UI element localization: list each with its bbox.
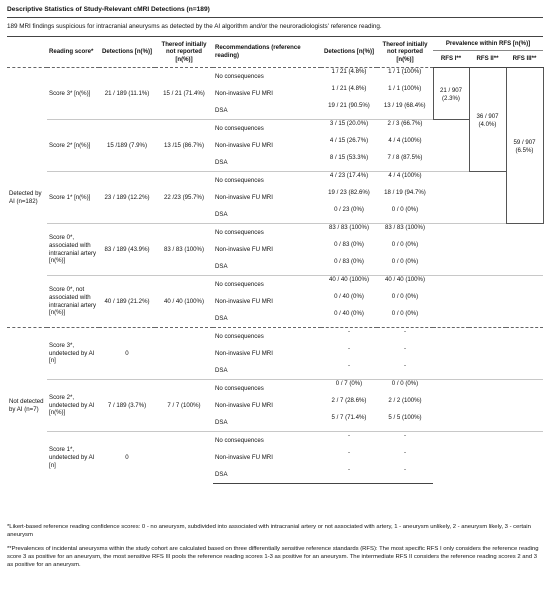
header-detections: Detections [n(%)] [99, 37, 155, 68]
rec-detections-cell: - [321, 328, 377, 346]
rec-thereof-cell: - [403, 362, 407, 369]
recommendation-cell: DSA [215, 314, 228, 322]
recommendation-cell: DSA [215, 106, 228, 114]
recommendation-cell: Non-invasive FU MRI [215, 401, 273, 409]
header-detections-2: Detections [n(%)] [321, 37, 377, 68]
reading-score-cell: Score 3*, undetected by AI [n] [47, 328, 99, 380]
rec-detections-cell: 4 / 15 (26.7%) [329, 137, 369, 144]
empty-rfs-cell [506, 328, 543, 380]
empty-rfs-cell [433, 224, 469, 276]
rec-detections-cell: 0 / 40 (0%) [334, 310, 364, 317]
statistics-table-wrapper [7, 36, 543, 484]
thereof-cell: 7 / 7 (100%) [155, 380, 213, 432]
reading-score-cell: Score 2* [n(%)] [47, 120, 99, 172]
recommendation-cell: Non-invasive FU MRI [215, 245, 273, 253]
header-rfs-3: RFS III** [506, 51, 543, 68]
rec-detections-cell: - [321, 466, 377, 484]
table-row [7, 380, 543, 398]
rec-thereof-cell: 0 / 0 (0%) [391, 293, 419, 300]
detections-cell: 0 [99, 432, 155, 484]
table-body [7, 68, 543, 484]
rec-thereof-cell: 4 / 4 (100%) [377, 172, 433, 190]
rec-detections-cell: - [347, 449, 351, 456]
footnotes [7, 524, 543, 576]
rec-thereof-cell: - [377, 432, 433, 450]
title-divider [7, 17, 543, 18]
recommendation-cell: No consequences [213, 328, 321, 346]
rec-thereof-cell: 40 / 40 (100%) [377, 276, 433, 294]
empty-rfs-cell [469, 380, 506, 432]
prevalence-rfs-3: 59 / 907 (6.5%) [506, 68, 543, 224]
footnote-scores: *Likert-based reference reading confidence scores: 0 - no aneurysm, subdivided into associated with intracranial artery or not associated with artery, 1 - aneurysm unlikely, 2 - aneurysm likely, 3 - certain aneurysm [7, 524, 531, 538]
detections-cell: 40 / 189 (21.2%) [99, 276, 155, 328]
table-row [7, 120, 543, 138]
recommendation-cell: Non-invasive FU MRI [215, 297, 273, 305]
thereof-cell: 15 / 21 (71.4%) [155, 68, 213, 120]
recommendation-cell: DSA [215, 366, 228, 374]
rec-detections-cell: - [347, 345, 351, 352]
reading-score-cell: Score 1*, undetected by AI [n] [47, 432, 99, 484]
rec-thereof-cell: 7 / 8 (87.5%) [387, 154, 423, 161]
empty-rfs-cell [506, 432, 543, 484]
thereof-cell [155, 328, 213, 380]
recommendation-cell: DSA [215, 210, 228, 218]
prevalence-rfs-1: 21 / 907 (2.3%) [433, 68, 469, 120]
rec-detections-cell: 0 / 7 (0%) [321, 380, 377, 398]
recommendation-cell: No consequences [213, 68, 321, 86]
rec-thereof-cell: - [403, 345, 407, 352]
reading-score-cell: Score 2*, undetected by AI [n(%)] [47, 380, 99, 432]
rec-thereof-cell: - [403, 449, 407, 456]
rec-thereof-cell: 0 / 0 (0%) [391, 206, 419, 213]
reading-score-cell: Score 0*, not associated with intracranial artery [n(%)] [47, 276, 99, 328]
recommendation-cell: Non-invasive FU MRI [215, 193, 273, 201]
rec-detections-cell: 40 / 40 (100%) [321, 276, 377, 294]
empty-rfs-cell [506, 276, 543, 328]
rec-thereof-cell: 0 / 0 (0%) [391, 310, 419, 317]
header-recommendations: Recommendations (reference reading) [213, 37, 321, 68]
thereof-cell: 83 / 83 (100%) [155, 224, 213, 276]
section-label: Detected by AI (n=182) [7, 68, 47, 328]
detections-cell: 0 [99, 328, 155, 380]
rec-detections-cell: 2 / 7 (28.6%) [331, 397, 367, 404]
empty-rfs-cell [433, 432, 469, 484]
recommendation-cell: No consequences [213, 224, 321, 242]
empty-rfs-cell [506, 224, 543, 276]
table-header [7, 37, 543, 68]
empty-rfs-cell [469, 172, 506, 224]
recommendation-cell: No consequences [213, 172, 321, 190]
recommendation-cell: Non-invasive FU MRI [215, 453, 273, 461]
thereof-cell: 40 / 40 (100%) [155, 276, 213, 328]
reading-score-cell: Score 0*, associated with intracranial artery [n(%)] [47, 224, 99, 276]
detections-cell: 21 / 189 (11.1%) [99, 68, 155, 120]
rec-thereof-cell: 18 / 19 (94.7%) [384, 189, 426, 196]
rec-detections-cell: 1 / 21 (4.8%) [321, 68, 377, 86]
rec-detections-cell: 4 / 23 (17.4%) [321, 172, 377, 190]
rec-detections-cell: - [321, 432, 377, 450]
recommendation-cell: No consequences [213, 276, 321, 294]
rec-detections-cell: 19 / 21 (90.5%) [328, 102, 370, 109]
recommendation-cell: No consequences [213, 380, 321, 398]
rec-thereof-cell: 0 / 0 (0%) [391, 258, 419, 265]
recommendation-cell: Non-invasive FU MRI [215, 89, 273, 97]
table-row [7, 224, 543, 242]
rec-thereof-cell: 2 / 2 (100%) [388, 397, 422, 404]
table-row [7, 432, 543, 450]
empty-rfs-cell [433, 328, 469, 380]
rec-detections-cell: 83 / 83 (100%) [321, 224, 377, 242]
rec-detections-cell: 0 / 23 (0%) [334, 206, 364, 213]
thereof-cell: 13 /15 (86.7%) [155, 120, 213, 172]
rec-thereof-cell: 1 / 1 (100%) [377, 68, 433, 86]
table-caption: 189 MRI findings suspicious for intracranial aneurysms as detected by the AI algorithm and/or the neuroradiologists' reference reading. [7, 23, 382, 30]
reading-score-cell: Score 3* [n(%)] [47, 68, 99, 120]
header-thereof: Thereof initially not reported [n(%)] [155, 37, 213, 68]
detections-cell: 23 / 189 (12.2%) [99, 172, 155, 224]
recommendation-cell: DSA [215, 158, 228, 166]
recommendation-cell: DSA [213, 466, 321, 484]
header-section [7, 37, 47, 68]
statistics-table [7, 36, 544, 484]
empty-rfs-cell [506, 380, 543, 432]
empty-rfs-cell [469, 276, 506, 328]
rec-detections-cell: 0 / 83 (0%) [334, 241, 364, 248]
table-row [7, 172, 543, 190]
recommendation-cell: Non-invasive FU MRI [215, 141, 273, 149]
rec-thereof-cell: 5 / 5 (100%) [388, 414, 422, 421]
thereof-cell [155, 432, 213, 484]
recommendation-cell: DSA [215, 262, 228, 270]
empty-rfs-cell [469, 328, 506, 380]
recommendation-cell: No consequences [213, 432, 321, 450]
section-label: Not detected by AI (n=7) [7, 328, 47, 484]
rec-thereof-cell: 4 / 4 (100%) [388, 137, 422, 144]
rec-thereof-cell: - [377, 328, 433, 346]
rec-thereof-cell: 0 / 0 (0%) [391, 241, 419, 248]
detections-cell: 15 /189 (7.9%) [99, 120, 155, 172]
rec-detections-cell: 0 / 40 (0%) [334, 293, 364, 300]
header-rfs-1: RFS I** [433, 51, 469, 68]
reading-score-cell: Score 1* [n(%)] [47, 172, 99, 224]
detections-cell: 7 / 189 (3.7%) [99, 380, 155, 432]
rec-thereof-cell: 83 / 83 (100%) [377, 224, 433, 242]
rec-detections-cell: 19 / 23 (82.6%) [328, 189, 370, 196]
rec-detections-cell: 3 / 15 (20.0%) [321, 120, 377, 138]
rec-detections-cell: 5 / 7 (71.4%) [331, 414, 367, 421]
empty-rfs-cell [469, 432, 506, 484]
empty-rfs-cell [433, 380, 469, 432]
header-reading-score: Reading score* [47, 37, 99, 68]
recommendation-cell: No consequences [213, 120, 321, 138]
header-prevalence: Prevalence within RFS [n(%)] [433, 37, 543, 51]
empty-rfs-cell [433, 120, 469, 172]
rec-detections-cell: 0 / 83 (0%) [334, 258, 364, 265]
header-rfs-2: RFS II** [469, 51, 506, 68]
rec-thereof-cell: 2 / 3 (66.7%) [377, 120, 433, 138]
header-thereof-2: Thereof initially not reported [n(%)] [377, 37, 433, 68]
empty-rfs-cell [433, 172, 469, 224]
rec-thereof-cell: 0 / 0 (0%) [377, 380, 433, 398]
rec-detections-cell: - [347, 362, 351, 369]
rec-thereof-cell: 1 / 1 (100%) [388, 85, 422, 92]
thereof-cell: 22 /23 (95.7%) [155, 172, 213, 224]
table-title: Descriptive Statistics of Study-Relevant cMRI Detections (n=189) [7, 6, 210, 13]
table-row [7, 328, 543, 346]
recommendation-cell: Non-invasive FU MRI [215, 349, 273, 357]
prevalence-rfs-2: 36 / 907 (4.0%) [469, 68, 506, 172]
rec-thereof-cell: - [377, 466, 433, 484]
empty-rfs-cell [469, 224, 506, 276]
rec-detections-cell: 1 / 21 (4.8%) [331, 85, 367, 92]
recommendation-cell: DSA [215, 418, 228, 426]
table-row [7, 68, 543, 86]
rec-detections-cell: 8 / 15 (53.3%) [329, 154, 369, 161]
rec-thereof-cell: 13 / 19 (68.4%) [383, 102, 426, 109]
detections-cell: 83 / 189 (43.9%) [99, 224, 155, 276]
table-row [7, 276, 543, 294]
empty-rfs-cell [433, 276, 469, 328]
footnote-rfs: **Prevalences of incidental aneurysms within the study cohort are calculated based on three differentially sensitive reference standards (RFS): The most specific RFS I only considers the reference reading score 3 as positive for an aneurysm, the most sensitive RFS III pools the reference reading scores 1-3 as positive for an aneurysm. The intermediate RFS II considers the reference reading scores 2 and 3 as positive for an aneurysm. [7, 545, 539, 568]
